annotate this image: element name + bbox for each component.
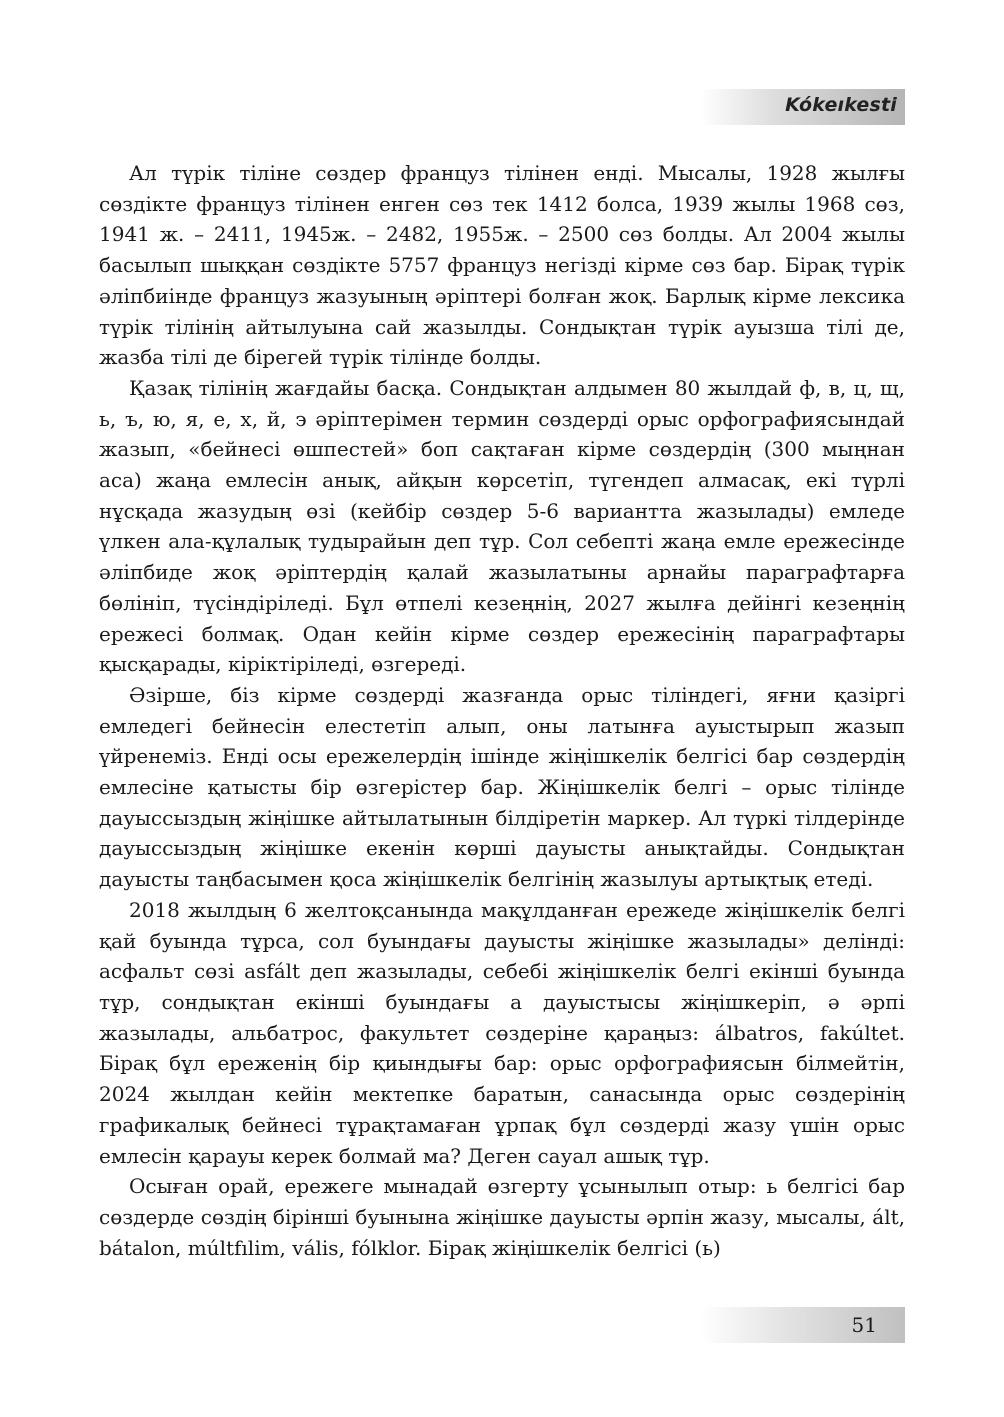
paragraph: Әзірше, біз кірме сөздерді жазғанда орыс тіліндегі, яғни қазіргі емледегі бейнесін елестетіп алып, оны латынға ауыстырып жазып үйренеміз. Енді осы ережелердің ішінде жіңішкелік белгісі бар сөздердің емлесіне қатысты бір өзгерістер бар. Жіңішкелік белгі – орыс тілінде дауыссыздың жіңішке айтылатынын білдіретін маркер. Ал түркі тілдерінде дауыссыздың жіңішке екенін көрші дауысты анықтайды. Сондықтан дауысты таңбасымен қоса жіңішкелік белгінің жазылуы артықтық етеді. [99, 682, 905, 892]
page-number: 51 [851, 1313, 877, 1337]
paragraph: Қазақ тілінің жағдайы басқа. Сондықтан алдымен 80 жылдай ф, в, ц, щ, ь, ъ, ю, я, е, х, й, э әріптерімен термин сөздерді орыс орфографиясындай жазып, «бейнесі өшпестей» боп сақтаған кірме сөздердің (300 мыңнан аса) жаңа емлесін анық, айқын көрсетіп, түгендеп алмасақ, екі түрлі нұсқада жазудың өзі (кейбір сөздер 5-6 вариантта жазылады) емледе үлкен ала-құлалық тудырайын деп тұр. Сол себепті жаңа емле ережесінде әліпбиде жоқ әріптердің қалай жазылатыны арнайы параграфтарға бөлініп, түсіндіріледі. Бұл өтпелі кезеңнің, 2027 жылға дейінгі кезеңнің ережесі болмақ. Одан кейін кірме сөздер ережесінің параграфтары қысқарады, кіріктіріледі, өзгереді. [99, 375, 905, 677]
paragraph: Осыған орай, ережеге мынадай өзгерту ұсынылып отыр: ь белгісі бар сөздерде сөздің бірінші буынына жіңішке дауысты әрпін жазу, мысалы, ált, bátalon, múltfılim, vális, fólklor. Бірақ жіңішкелік белгісі (ь) [99, 1174, 905, 1260]
body-text [99, 158, 905, 1263]
paragraph: Ал түрік тіліне сөздер француз тілінен енді. Мысалы, 1928 жылғы сөздікте француз тілінен енген сөз тек 1412 болса, 1939 жылы 1968 сөз, 1941 ж. – 2411, 1945ж. – 2482, 1955ж. – 2500 сөз болды. Ал 2004 жылы басылып шыққан сөздікте 5757 француз негізді кірме сөз бар. Бірақ түрік әліпбиінде француз жазуының әріптері болған жоқ. Барлық кірме лексика түрік тілінің айтылуына сай жазылды. Сондықтан түрік ауызша тілі де, жазба тілі де бірегей түрік тілінде болды. [99, 161, 905, 370]
paragraph: 2018 жылдың 6 желтоқсанында мақұлданған ережеде жіңішкелік белгі қай буында тұрса, сол буындағы дауысты жіңішке жазылады» делінді: асфальт сөзі asfált деп жазылады, себебі жіңішкелік белгі екінші буында тұр, сондықтан екінші буындағы а дауыстысы жіңішкеріп, ә әрпі жазылады, альбатрос, факультет сөздеріне қараңыз: álbatros, fakúltet. Бірақ бұл ереженің бір қиындығы бар: орыс орфографиясын білмейтін, 2024 жылдан кейін мектепке баратын, санасында орыс сөздерінің графикалық бейнесі тұрақтамаған ұрпақ бұл сөздерді жазу үшін орыс емлесін қарауы керек болмай ма? Деген сауал ашық тұр. [99, 897, 905, 1168]
running-header-title: Kókeıkesti [785, 94, 897, 116]
footer-band [700, 1307, 905, 1343]
running-header [700, 89, 905, 125]
